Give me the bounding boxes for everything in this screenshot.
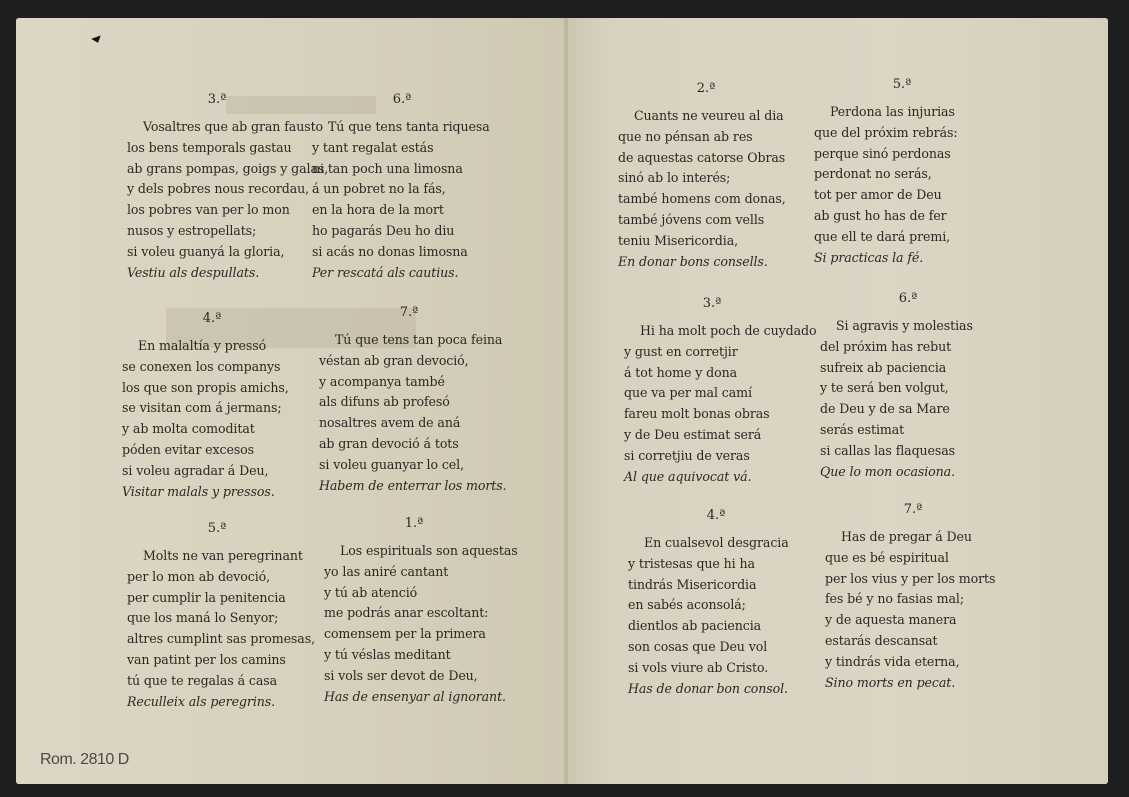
verse-line: los que son propis amichs,	[122, 379, 289, 395]
verse-line: son cosas que Deu vol	[628, 638, 768, 654]
verse-line: si vols viure ab Cristo.	[628, 659, 769, 675]
verse-line: Perdona las injurias	[830, 104, 955, 119]
verse-line: y acompanya també	[319, 373, 445, 389]
verse-line: que los maná lo Senyor;	[127, 610, 279, 626]
catalog-number: Rom. 2810 D	[40, 751, 129, 768]
verse-line: que es bé espiritual	[825, 549, 949, 565]
verse-line: y de aquesta manera	[825, 612, 957, 628]
verse-line: y tristesas que hi ha	[628, 555, 755, 571]
verse-line: perque sinó perdonas	[814, 145, 951, 161]
stanza	[312, 92, 492, 283]
verse-line: que va per mal camí	[624, 385, 752, 401]
verse-line: van patint per los camins	[127, 651, 286, 667]
verse-line: yo las aniré cantant	[324, 563, 449, 579]
verse-line: fareu molt bonas obras	[624, 406, 770, 422]
verse-line: tindrás Misericordia	[628, 576, 757, 592]
verse-line: Molts ne van peregrinant	[143, 548, 303, 563]
verse-line: perdonat no serás,	[814, 166, 932, 182]
stanza-refrain: Al que aquivocat vá.	[624, 468, 752, 484]
verse-line: Si agravis y molestias	[836, 318, 973, 333]
verse-line: me podrás anar escoltant:	[324, 605, 489, 621]
stanza-refrain: Per rescatá als cautius.	[312, 264, 459, 280]
verse-line: estarás descansat	[825, 632, 938, 648]
verse-line: que del próxim rebrás:	[814, 124, 958, 140]
stanza-refrain: Reculleix als peregrins.	[127, 693, 276, 709]
verse-line: també jóvens com vells	[618, 211, 765, 227]
verse-line: y te será ben volgut,	[820, 380, 949, 396]
stanza-number: 3.ª	[702, 296, 722, 311]
verse-line: los pobres van per lo mon	[127, 202, 290, 218]
verse-line: se conexen los companys	[122, 358, 281, 374]
stanza-refrain: Sino morts en pecat.	[825, 674, 956, 690]
verse-line: per los vius y per los morts	[825, 570, 996, 586]
verse-line: y tú ab atenció	[324, 584, 418, 600]
stanza	[624, 296, 817, 487]
stanza-refrain: En donar bons consells.	[618, 253, 768, 269]
stanza	[319, 305, 507, 496]
verse-line: ho pagarás Deu ho diu	[312, 222, 455, 238]
verse-line: Hi ha molt poch de cuydado	[640, 323, 817, 338]
stanza-number: 2.ª	[696, 81, 716, 96]
verse-line: y gust en corretjir	[624, 343, 738, 359]
verse-line: Has de pregar á Deu	[841, 529, 972, 544]
verse-line: En malaltía y pressó	[138, 338, 267, 353]
verse-line: ab gust ho has de fer	[814, 207, 947, 223]
verse-line: si voleu guanyá la gloria,	[127, 243, 285, 259]
verse-line: altres cumplint sas promesas,	[127, 631, 315, 647]
stanza-number: 5.ª	[207, 521, 227, 536]
verse-line: si callas las flaquesas	[820, 442, 956, 458]
stanza-refrain: Has de donar bon consol.	[628, 680, 788, 696]
stanza-number: 5.ª	[892, 77, 912, 92]
stanza-number: 3.ª	[207, 92, 227, 107]
verse-line: que ell te dará premi,	[814, 228, 951, 244]
stanza	[618, 81, 794, 272]
verse-line: comensem per la primera	[324, 626, 486, 642]
verse-line: y tant regalat estás	[312, 139, 434, 155]
verse-line: ab gran devoció á tots	[319, 435, 459, 451]
verse-line: si voleu guanyar lo cel,	[319, 456, 464, 472]
verse-line: si acás no donas limosna	[312, 243, 468, 259]
verse-line: de Deu y de sa Mare	[820, 401, 950, 417]
verse-line: sufreix ab paciencia	[820, 359, 947, 375]
stanza-number: 7.ª	[399, 305, 419, 320]
verse-line: tot per amor de Deu	[814, 187, 942, 203]
verse-line: nusos y estropellats;	[127, 222, 257, 238]
verse-line: los bens temporals gastau	[127, 139, 292, 155]
verse-line: si corretjiu de veras	[624, 447, 750, 463]
verse-line: y de Deu estimat será	[624, 426, 762, 442]
stanza	[127, 92, 329, 283]
verse-line: nosaltres avem de aná	[319, 415, 461, 431]
stanza-refrain: Has de ensenyar al ignorant.	[324, 688, 506, 704]
verse-line: del próxim has rebut	[820, 338, 952, 354]
verse-line: Tú que tens tanta riquesa	[328, 119, 490, 134]
verse-line: y tindrás vida eterna,	[825, 653, 960, 669]
verse-line: Los espirituals son aquestas	[340, 543, 518, 558]
stanza-number: 1.ª	[404, 516, 424, 531]
verse-line: en la hora de la mort	[312, 202, 444, 218]
stanza-refrain: Que lo mon ocasiona.	[820, 463, 955, 479]
stanza	[324, 516, 518, 707]
verse-line: En cualsevol desgracia	[644, 535, 789, 550]
verse-line: á un pobret no la fás,	[312, 181, 446, 197]
verse-line: tú que te regalas á casa	[127, 672, 278, 688]
verse-line: Cuants ne veureu al dia	[634, 108, 784, 123]
verse-line: fes bé y no fasias mal;	[825, 591, 964, 607]
verse-line: y dels pobres nous recordau,	[127, 181, 310, 197]
verse-line: ab grans pompas, goigs y galas,	[127, 160, 329, 176]
stanza	[820, 291, 996, 482]
stanza	[628, 508, 804, 699]
stanza-refrain: Visitar malals y pressos.	[122, 483, 275, 499]
verse-line: si voleu agradar á Deu,	[122, 462, 269, 478]
verse-line: sinó ab lo interés;	[618, 170, 731, 186]
verse-line: si vols ser devot de Deu,	[324, 667, 478, 683]
verse-line: per lo mon ab devoció,	[127, 568, 271, 584]
verse-line: també homens com donas,	[618, 191, 786, 207]
verse-line: á tot home y dona	[624, 364, 737, 380]
verse-line: per cumplir la penitencia	[127, 589, 286, 605]
verse-line: en sabés aconsolá;	[628, 597, 746, 613]
verse-line: y ab molta comoditat	[122, 421, 255, 437]
stanza-number: 4.ª	[706, 508, 726, 523]
verse-line: póden evitar excesos	[122, 441, 255, 457]
verse-line: ni tan poch una limosna	[312, 160, 463, 176]
stanza-number: 6.ª	[898, 291, 918, 306]
verse-line: véstan ab gran devoció,	[319, 352, 469, 368]
verse-line: teniu Misericordia,	[618, 232, 739, 248]
stanza-number: 4.ª	[202, 311, 222, 326]
stanza	[814, 77, 990, 268]
stanza	[127, 521, 315, 712]
stanza-number: 7.ª	[903, 502, 923, 517]
verse-line: serás estimat	[820, 421, 905, 437]
verse-line: de aquestas catorse Obras	[618, 149, 786, 165]
stanza-refrain: Habem de enterrar los morts.	[319, 477, 507, 493]
verse-line: Vosaltres que ab gran fausto	[143, 119, 324, 134]
verse-line: dientlos ab paciencia	[628, 618, 762, 634]
verse-line: y tú véslas meditant	[324, 646, 451, 662]
verse-line: que no pénsan ab res	[618, 128, 753, 144]
stanza	[825, 502, 1001, 693]
verse-line: Tú que tens tan poca feina	[335, 332, 503, 347]
stanza-number: 6.ª	[392, 92, 412, 107]
stanza-refrain: Si practicas la fé.	[814, 249, 924, 265]
stanza-refrain: Vestiu als despullats.	[127, 264, 260, 280]
verse-line: als difuns ab profesó	[319, 394, 450, 410]
verse-line: se visitan com á jermans;	[122, 400, 282, 416]
stanza	[122, 311, 302, 502]
